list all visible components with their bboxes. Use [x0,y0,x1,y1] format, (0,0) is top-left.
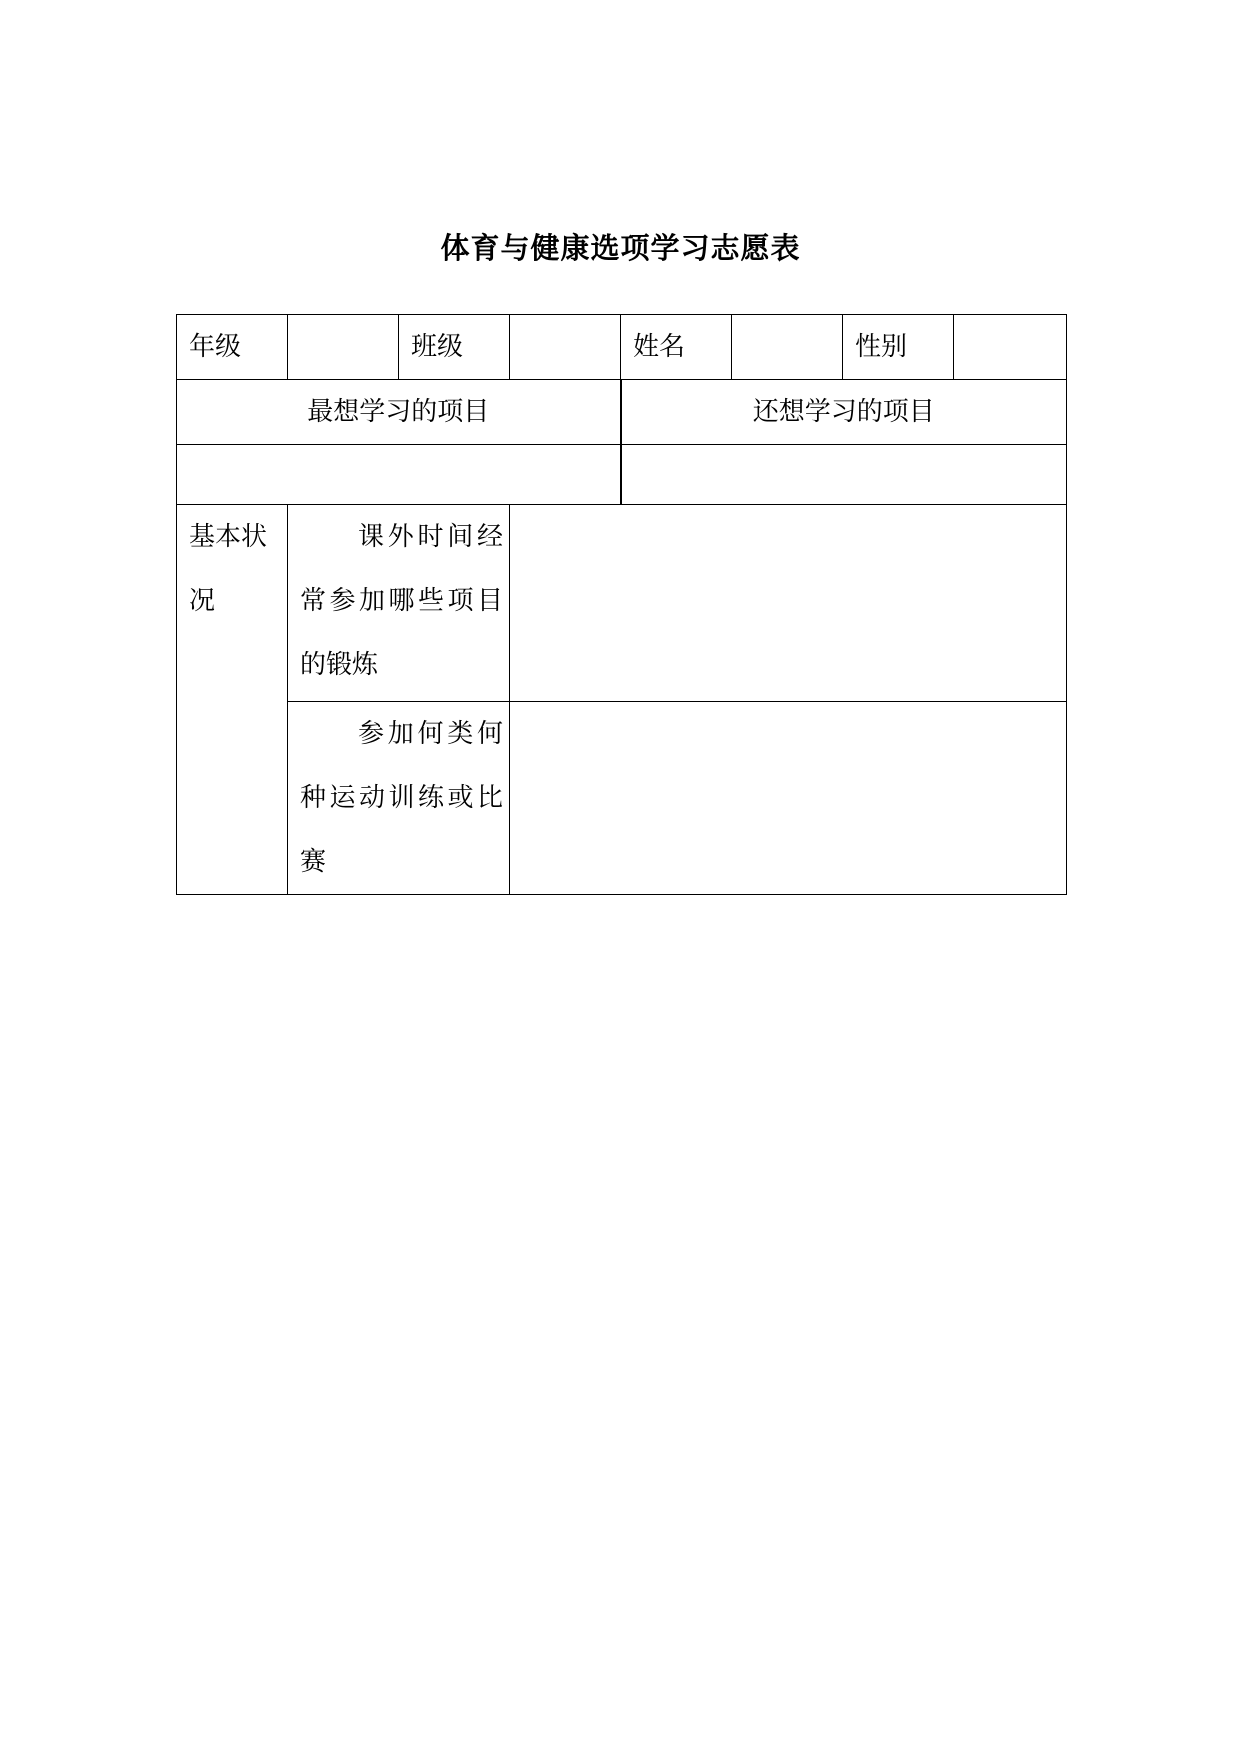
training-answer-field[interactable] [510,702,1067,895]
preferences-input-row [177,445,1067,505]
name-label: 姓名 [621,315,732,380]
grade-label: 年级 [177,315,288,380]
class-field[interactable] [510,315,621,380]
class-label: 班级 [399,315,510,380]
application-form-table [176,314,1067,895]
basic-situation-label: 基本状况 [177,505,288,895]
page-title: 体育与健康选项学习志愿表 [440,231,801,265]
info-row [177,315,1067,380]
name-field[interactable] [732,315,843,380]
exercise-row [177,505,1067,702]
training-row [177,702,1067,895]
preferences-header-row [177,380,1067,445]
also-wanted-field[interactable] [621,445,1067,505]
grade-field[interactable] [288,315,399,380]
exercise-answer-field[interactable] [510,505,1067,702]
gender-label: 性别 [843,315,954,380]
gender-field[interactable] [954,315,1067,380]
most-wanted-header: 最想学习的项目 [177,380,621,445]
most-wanted-field[interactable] [177,445,621,505]
also-wanted-header: 还想学习的项目 [621,380,1067,445]
exercise-question-label: 课外时间经常参加哪些项目的锻炼 [288,505,510,702]
training-question-label: 参加何类何种运动训练或比赛 [288,702,510,895]
